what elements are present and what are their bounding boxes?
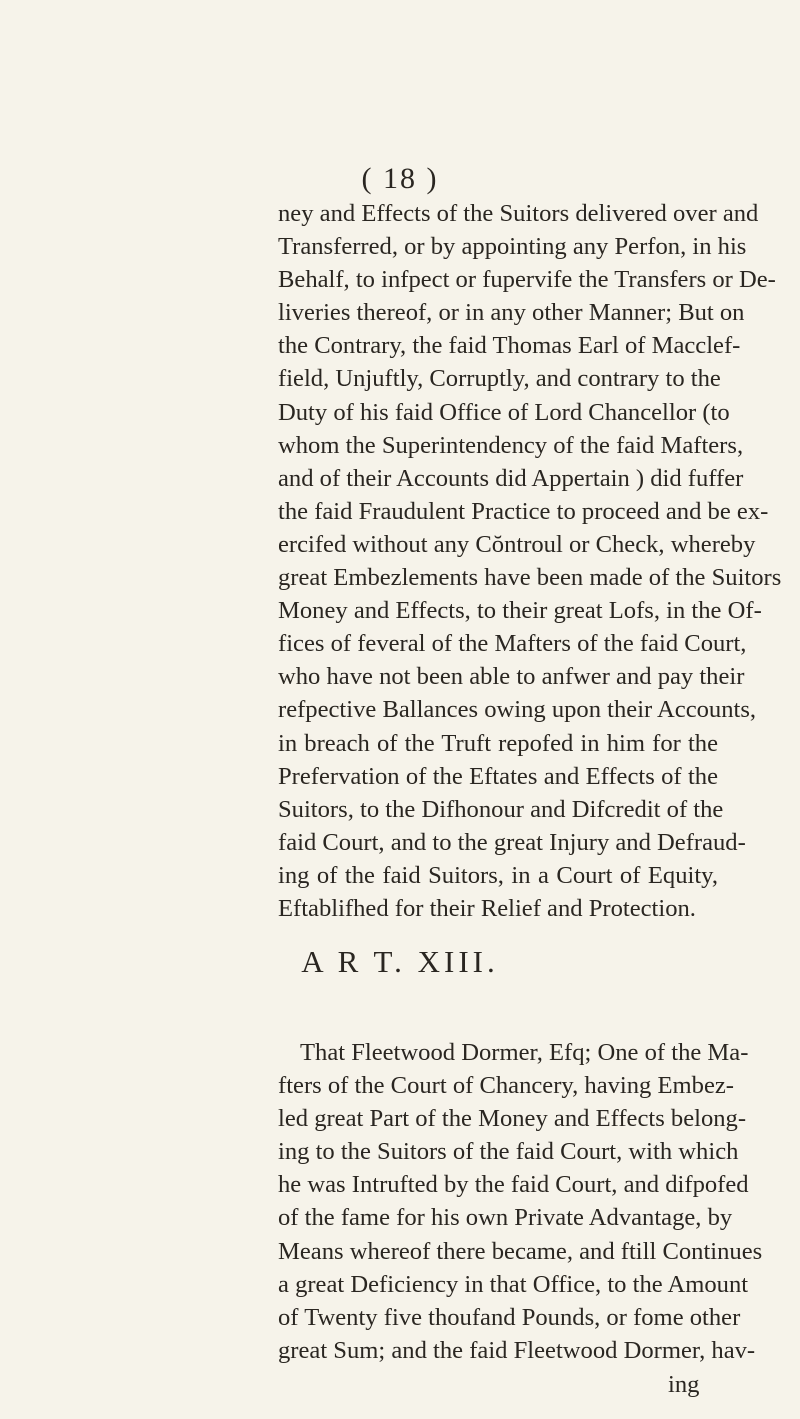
text-line: a great Deficiency in that Office, to the Amount xyxy=(278,1270,749,1298)
article-heading: A R T. XIII. xyxy=(301,944,499,979)
text-line: Suitors, to the Difhonour and Difcredit of the xyxy=(278,795,724,823)
text-line: the Contrary, the faid Thomas Earl of Macclef- xyxy=(278,332,741,360)
text-line: That Fleetwood Dormer, Efq; One of the Ma- xyxy=(300,1039,749,1066)
text-line: great Embezlements have been made of the Suitors xyxy=(278,564,782,592)
text-line: fices of feveral of the Mafters of the faid Court, xyxy=(278,630,747,658)
text-line: in breach of the Truft repofed in him for the xyxy=(278,729,718,757)
page-number: ( 18 ) xyxy=(361,162,439,195)
text-line: ney and Effects of the Suitors delivered over and xyxy=(278,200,759,227)
text-line: led great Part of the Money and Effects belong- xyxy=(278,1105,747,1133)
text-line: Prefervation of the Eftates and Effects of the xyxy=(278,762,718,790)
text-line: whom the Superintendency of the faid Mafters, xyxy=(278,431,744,459)
text-line: and of their Accounts did Appertain ) did fuffer xyxy=(278,464,744,492)
text-line: field, Unjuftly, Corruptly, and contrary to the xyxy=(278,365,721,393)
text-line: who have not been able to anfwer and pay their xyxy=(278,663,745,691)
text-line: of Twenty five thoufand Pounds, or fome other xyxy=(278,1303,741,1331)
text-line: Transferred, or by appointing any Perfon, in his xyxy=(278,233,747,261)
text-line: ing of the faid Suitors, in a Court of Equity, xyxy=(278,861,718,889)
text-line: Duty of his faid Office of Lord Chancellor (to xyxy=(278,398,730,426)
text-line: Behalf, to infpect or fupervife the Transfers or De- xyxy=(278,266,776,294)
text-line: liveries thereof, or in any other Manner; But on xyxy=(278,299,745,327)
text-line: of the fame for his own Private Advantage, by xyxy=(278,1204,733,1232)
catchword: ing xyxy=(668,1371,700,1398)
text-line: ing to the Suitors of the faid Court, with which xyxy=(278,1138,739,1166)
paragraph-1 xyxy=(278,197,782,925)
text-line: Means whereof there became, and ftill Continues xyxy=(278,1237,763,1265)
text-line: ercifed without any Cŏntroul or Check, whereby xyxy=(278,530,756,558)
text-line: fters of the Court of Chancery, having Embez- xyxy=(278,1072,734,1100)
text-line: Money and Effects, to their great Lofs, in the Of- xyxy=(278,597,762,625)
text-line: great Sum; and the faid Fleetwood Dormer, hav- xyxy=(278,1336,756,1364)
text-line: refpective Ballances owing upon their Accounts, xyxy=(278,696,757,724)
paragraph-2 xyxy=(278,1036,763,1367)
text-line: Eftablifhed for their Relief and Protection. xyxy=(278,894,696,922)
text-line: the faid Fraudulent Practice to proceed and be ex- xyxy=(278,497,769,525)
text-line: faid Court, and to the great Injury and Defraud- xyxy=(278,828,746,856)
text-line: he was Intrufted by the faid Court, and difpofed xyxy=(278,1171,749,1199)
